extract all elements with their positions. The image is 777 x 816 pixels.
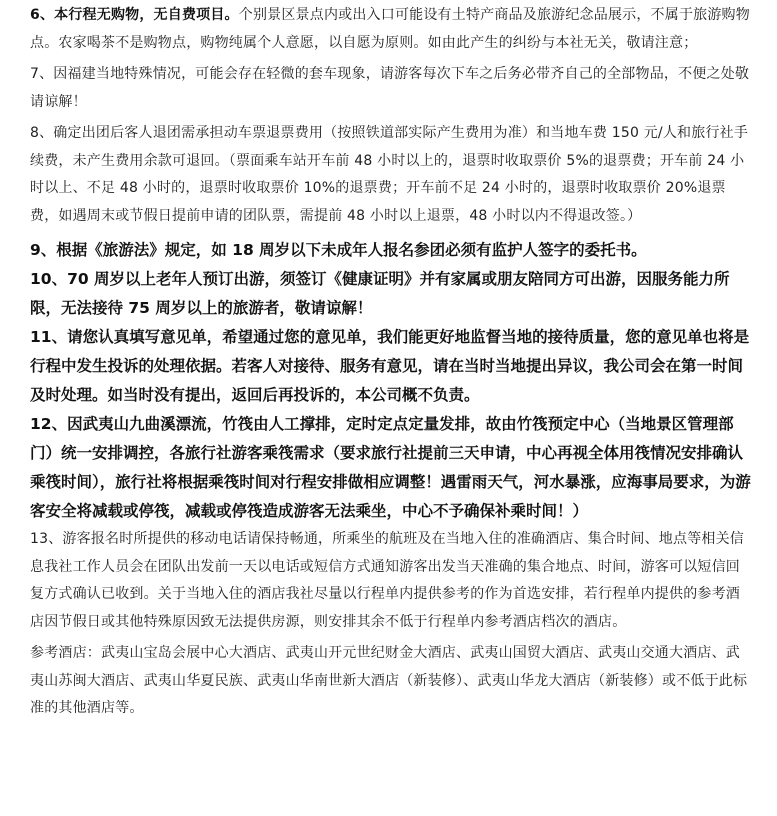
notice-item-7: 7、因福建当地特殊情况，可能会存在轻微的套车现象，请游客每次下车之后务必带齐自己的全部物品，不便之处敬请谅解！ (30, 66, 750, 110)
notice-item-10: 10、70 周岁以上老年人预订出游，须签订《健康证明》并有家属或朋友陪同方可出游，因服务能力所限，无法接待 75 周岁以上的旅游者，敬请谅解！ (30, 270, 730, 317)
notice-item-13: 13、游客报名时所提供的移动电话请保持畅通，所乘坐的航班及在当地入住的准确酒店、集合时间、地点等相关信息我社工作人员会在团队出发前一天以电话或短信方式通知游客出发当天准确的集合地点、时间，游客可以短信回复方式确认已收到。关于当地入住的酒店我社尽量以行程单内提供参考的作为首选安排，若行程单内提供的参考酒店因节假日或其他特殊原因致无法提供房源，则安排其余不低于行程单内参考酒店档次的酒店。 (30, 531, 745, 630)
notice-item-11: 11、请您认真填写意见单，希望通过您的意见单，我们能更好地监督当地的接待质量，您的意见单也将是行程中发生投诉的处理依据。若客人对接待、服务有意见，请在当时当地提出异议，我公司会在第一时间及时处理。如当时没有提出，返回后再投诉的，本公司概不负责。 (30, 328, 750, 404)
reference-hotels: 参考酒店：武夷山宝岛会展中心大酒店、武夷山开元世纪财金大酒店、武夷山国贸大酒店、武夷山交通大酒店、武夷山苏闽大酒店、武夷山华夏民族、武夷山华南世新大酒店（新装修）、武夷山华龙大酒店（新装修）或不低于此标准的其他酒店等。 (30, 645, 748, 716)
notice-item-6 (30, 2, 753, 57)
notice-item-6-lead: 6、本行程无购物，无自费项目。 (30, 7, 239, 23)
notice-item-8: 8、确定出团后客人退团需承担动车票退票费用（按照铁道部实际产生费用为准）和当地车费 150 元/人和旅行社手续费，未产生费用余款可退回。（票面乘车站开车前 48 小时以上的，退票时收取票价 5%的退票费；开车前 24 小时以上、不足 48 小时的，退票时收取票价 10%的退票费；开车前不足 24 小时的，退票时收取票价 20%退票费，如遇周末或节假日提前申请的团队票，需提前 48 小时以上退票，48 小时以内不得退改签。） (30, 125, 749, 224)
notice-item-9: 9、根据《旅游法》规定，如 18 周岁以下未成年人报名参团必须有监护人签字的委托书。 (30, 241, 647, 259)
notice-item-6-text: 个别景区景点内或出入口可能设有土特产商品及旅游纪念品展示，不属于旅游购物点。农家喝茶不是购物点，购物纯属个人意愿，以自愿为原则。如由此产生的纠纷与本社无关，敬请注意； (30, 7, 750, 51)
notice-item-12: 12、因武夷山九曲溪漂流，竹筏由人工撑排，定时定点定量发排，故由竹筏预定中心（当地景区管理部门）统一安排调控，各旅行社游客乘筏需求（要求旅行社提前三天申请，中心再视全体用筏情况安排确认乘筏时间），旅行社将根据乘筏时间对行程安排做相应调整！遇雷雨天气，河水暴涨，应海事局要求，为游客安全将减载或停筏，减载或停筏造成游客无法乘坐，中心不予确保补乘时间！） (30, 415, 751, 520)
